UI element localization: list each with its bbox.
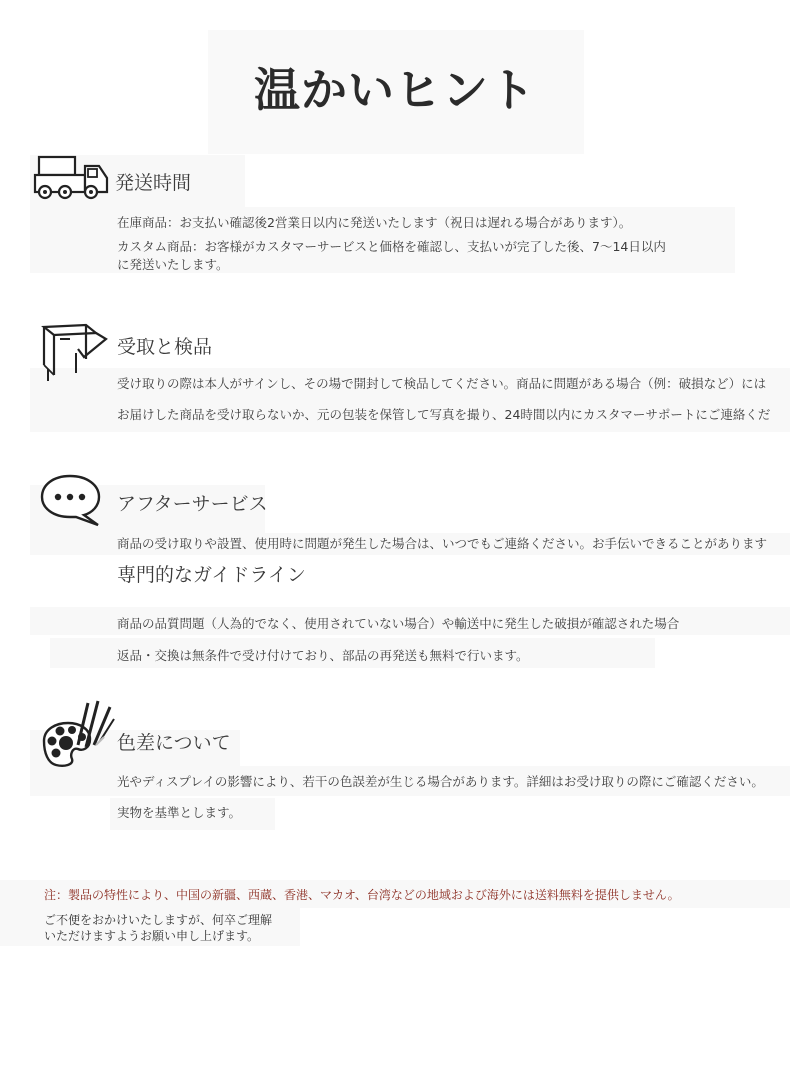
section-heading-receipt: 受取と検品 [117, 336, 213, 358]
guidelines-text-quality: 商品の品質問題（人為的でなく、使用されていない場合）や輸送中に発生した破損が確認された場合 [117, 616, 680, 631]
shipping-exclusion-note: 注：製品の特性により、中国の新疆、西蔵、香港、マカオ、台湾などの地域および海外には送料無料を提供しません。 [44, 888, 680, 902]
section-heading-after-service: アフターサービス [117, 493, 268, 515]
apology-note-line1: ご不便をおかけいたしますが、何卒ご理解 [44, 913, 273, 927]
truck-icon [33, 154, 111, 202]
color-text-difference: 光やディスプレイの影響により、若干の色誤差が生じる場合があります。詳細はお受け取りの際にご確認ください。 [117, 774, 764, 789]
box-icon [40, 319, 112, 385]
shipping-text-custom-cont: に発送いたします。 [117, 257, 229, 272]
guidelines-text-return: 返品・交換は無条件で受け付けており、部品の再発送も無料で行います。 [117, 648, 529, 663]
subheading-guidelines: 専門的なガイドライン [117, 564, 306, 586]
section-heading-color: 色差について [117, 732, 231, 754]
after-service-text: 商品の受け取りや設置、使用時に問題が発生した場合は、いつでもご連絡ください。お手伝いできることがあります [117, 536, 768, 551]
page-title: 温かいヒント [254, 63, 536, 117]
paint-palette-icon [38, 697, 118, 769]
shipping-text-stock: 在庫商品：お支払い確認後2営業日以内に発送いたします（祝日は遅れる場合があります）。 [117, 215, 632, 230]
shipping-text-custom: カスタム商品：お客様がカスタマーサービスと価格を確認し、支払いが完了した後、7〜14日以内 [117, 239, 666, 254]
speech-bubble-icon [40, 473, 104, 527]
color-text-reference: 実物を基準とします。 [117, 805, 242, 820]
receipt-text-contact: お届けした商品を受け取らないか、元の包装を保管して写真を撮り、24時間以内にカスタマーサポートにご連絡くだ [117, 407, 771, 422]
section-heading-shipping: 発送時間 [115, 172, 192, 194]
receipt-text-inspect: 受け取りの際は本人がサインし、その場で開封して検品してください。商品に問題がある場合（例：破損など）には [117, 376, 767, 391]
apology-note-line2: いただけますようお願い申し上げます。 [44, 929, 260, 943]
